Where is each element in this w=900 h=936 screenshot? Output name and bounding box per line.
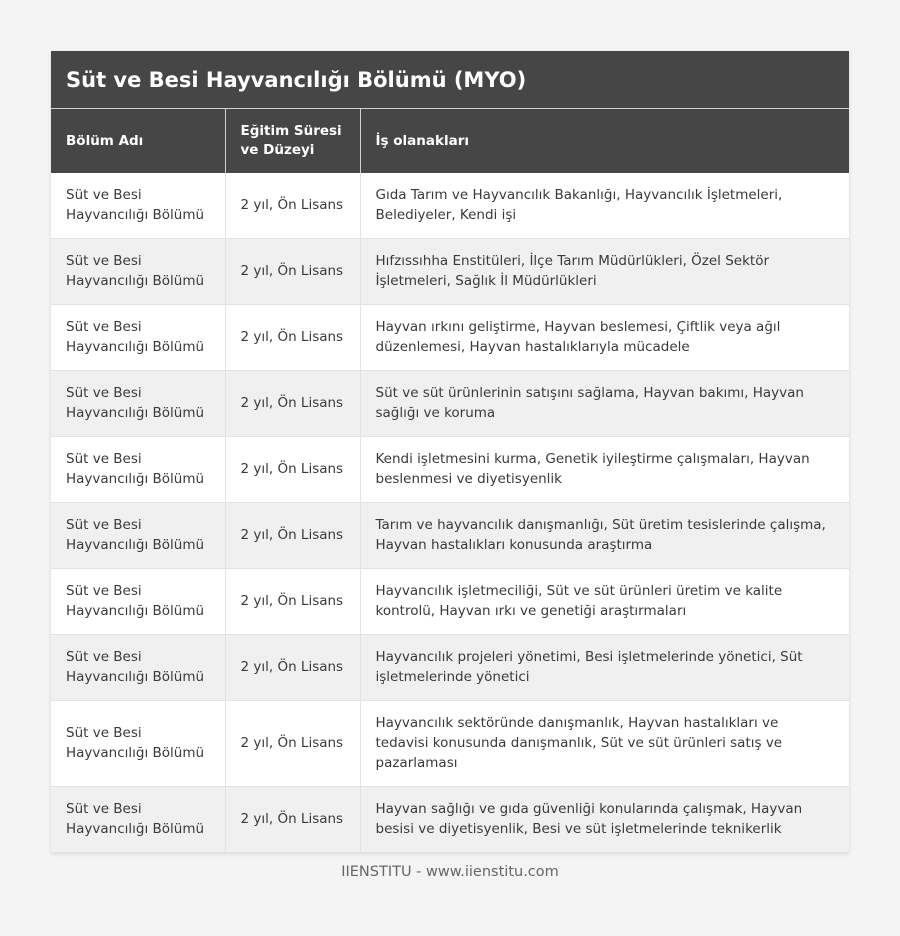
cell-duration: 2 yıl, Ön Lisans <box>225 635 360 701</box>
cell-jobs: Hayvan ırkını geliştirme, Hayvan beslemesi, Çiftlik veya ağıl düzenlemesi, Hayvan hastalıklarıyla mücadele <box>360 305 849 371</box>
cell-duration: 2 yıl, Ön Lisans <box>225 787 360 853</box>
cell-duration: 2 yıl, Ön Lisans <box>225 701 360 787</box>
table-title: Süt ve Besi Hayvancılığı Bölümü (MYO) <box>51 51 849 109</box>
cell-department-name: Süt ve Besi Hayvancılığı Bölümü <box>51 701 225 787</box>
footer-credit: IIENSTITU - www.iienstitu.com <box>341 864 559 880</box>
cell-duration: 2 yıl, Ön Lisans <box>225 239 360 305</box>
cell-department-name: Süt ve Besi Hayvancılığı Bölümü <box>51 635 225 701</box>
table-row <box>51 239 849 305</box>
cell-duration: 2 yıl, Ön Lisans <box>225 569 360 635</box>
cell-jobs: Tarım ve hayvancılık danışmanlığı, Süt üretim tesislerinde çalışma, Hayvan hastalıkları konusunda araştırma <box>360 503 849 569</box>
cell-department-name: Süt ve Besi Hayvancılığı Bölümü <box>51 173 225 239</box>
cell-department-name: Süt ve Besi Hayvancılığı Bölümü <box>51 569 225 635</box>
table-row <box>51 173 849 239</box>
cell-department-name: Süt ve Besi Hayvancılığı Bölümü <box>51 239 225 305</box>
cell-duration: 2 yıl, Ön Lisans <box>225 371 360 437</box>
cell-department-name: Süt ve Besi Hayvancılığı Bölümü <box>51 437 225 503</box>
cell-jobs: Hayvan sağlığı ve gıda güvenliği konularında çalışmak, Hayvan besisi ve diyetisyenlik, Besi ve süt işletmelerinde teknikerlik <box>360 787 849 853</box>
cell-department-name: Süt ve Besi Hayvancılığı Bölümü <box>51 305 225 371</box>
cell-duration: 2 yıl, Ön Lisans <box>225 173 360 239</box>
table-row <box>51 787 849 853</box>
header-department-name: Bölüm Adı <box>51 109 225 173</box>
table-row <box>51 305 849 371</box>
jobs-table <box>51 109 849 853</box>
table-row <box>51 569 849 635</box>
cell-duration: 2 yıl, Ön Lisans <box>225 437 360 503</box>
cell-duration: 2 yıl, Ön Lisans <box>225 503 360 569</box>
cell-department-name: Süt ve Besi Hayvancılığı Bölümü <box>51 371 225 437</box>
header-duration-level: Eğitim Süresi ve Düzeyi <box>225 109 360 173</box>
table-row <box>51 701 849 787</box>
cell-jobs: Kendi işletmesini kurma, Genetik iyileştirme çalışmaları, Hayvan beslenmesi ve diyetisyenlik <box>360 437 849 503</box>
table-row <box>51 371 849 437</box>
table-row <box>51 437 849 503</box>
cell-jobs: Hayvancılık sektöründe danışmanlık, Hayvan hastalıkları ve tedavisi konusunda danışmanlık, Süt ve süt ürünleri satış ve pazarlaması <box>360 701 849 787</box>
table-row <box>51 503 849 569</box>
cell-jobs: Hıfzıssıhha Enstitüleri, İlçe Tarım Müdürlükleri, Özel Sektör İşletmeleri, Sağlık İl Müdürlükleri <box>360 239 849 305</box>
cell-jobs: Hayvancılık projeleri yönetimi, Besi işletmelerinde yönetici, Süt işletmelerinde yönetici <box>360 635 849 701</box>
cell-duration: 2 yıl, Ön Lisans <box>225 305 360 371</box>
cell-jobs: Hayvancılık işletmeciliği, Süt ve süt ürünleri üretim ve kalite kontrolü, Hayvan ırkı ve genetiği araştırmaları <box>360 569 849 635</box>
table-header-row <box>51 109 849 173</box>
table-card <box>51 51 849 853</box>
cell-jobs: Gıda Tarım ve Hayvancılık Bakanlığı, Hayvancılık İşletmeleri, Belediyeler, Kendi işi <box>360 173 849 239</box>
table-row <box>51 635 849 701</box>
cell-jobs: Süt ve süt ürünlerinin satışını sağlama, Hayvan bakımı, Hayvan sağlığı ve koruma <box>360 371 849 437</box>
cell-department-name: Süt ve Besi Hayvancılığı Bölümü <box>51 787 225 853</box>
header-job-opportunities: İş olanakları <box>360 109 849 173</box>
cell-department-name: Süt ve Besi Hayvancılığı Bölümü <box>51 503 225 569</box>
